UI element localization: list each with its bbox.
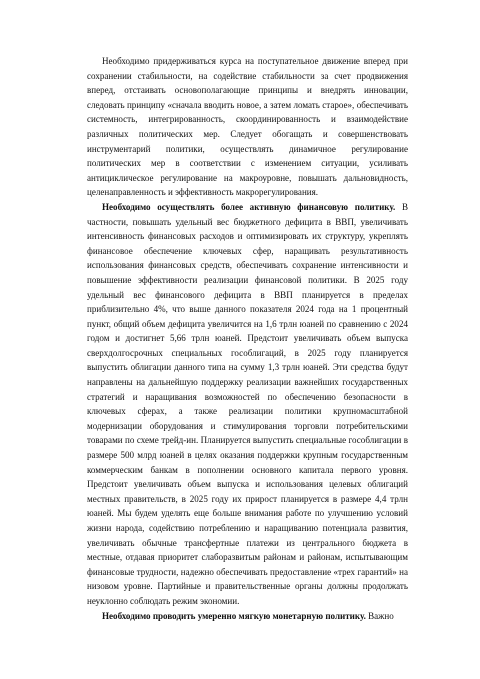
paragraph-1-text: Необходимо придерживаться курса на поступательное движение вперед при сохранении стабильности, на содействие стабильности за счет продвижения вперед, отстаивать основополагающие принципы и внедрять инновации, следовать принципу «сначала вводить новое, а затем ломать старое», обеспечивать системность, интегрированность, скоординированность и взаимодействие различных политических мер. Следует обогащать и совершенствовать инструментарий политики, осуществлять динамичное регулирование политических мер в соответствии с изменением ситуации, усиливать антициклическое регулирование на макроуровне, повышать дальновидность, целенаправленность и эффективность макрорегулирования. <box>87 56 408 198</box>
paragraph-3-text: Важно <box>365 610 394 621</box>
paragraph-2-lead: Необходимо осуществлять более активную финансовую политику. <box>102 201 396 212</box>
paragraph-2-text: В частности, повышать удельный вес бюджетного дефицита в ВВП, увеличивать интенсивность финансовых расходов и оптимизировать их структуру, укреплять финансовое обеспечение ключевых сфер, наращивать результативность использования финансовых средств, обеспечивать сохранение интенсивности и повышение эффективности реализации финансовой политики. В 2025 году удельный вес финансового дефицита в ВВП планируется в пределах приблизительно 4%, что выше данного показателя 2024 года на 1 процентный пункт, общий объем дефицита увеличится на 1,6 трлн юаней по сравнению с 2024 годом и достигнет 5,66 трлн юаней. Предстоит увеличивать объем выпуска сверхдолгосрочных специальных гособлигаций, в 2025 году планируется выпустить облигации данного типа на сумму 1,3 трлн юаней. Эти средства будут направлены на дальнейшую поддержку реализации важнейших государственных стратегий и наращивания возможностей по обеспечению безопасности в ключевых сферах, а также реализации политики крупномасштабной модернизации оборудования и стимулирования торговли потребительскими товарами по схеме трейд-ин. Планируется выпустить специальные гособлигации в размере 500 млрд юаней в целях оказания поддержки крупным государственным коммерческим банкам в пополнении основного капитала первого уровня. Предстоит увеличивать объем выпуска и использования целевых облигаций местных правительств, в 2025 году их прирост планируется в размере 4,4 трлн юаней. Мы будем уделять еще больше внимания работе по улучшению условий жизни народа, содействию потреблению и наращиванию потенциала развития, увеличивать обычные трансфертные платежи из центрального бюджета в местные, отдавая приоритет слаборазвитым районам и районам, испытывающим финансовые трудности, надежно обеспечивать предоставление «трех гарантий» на низовом уровне. Партийные и правительственные органы должны продолжать неуклонно соблюдать режим экономии. <box>87 201 409 606</box>
paragraph-2 <box>87 200 408 609</box>
paragraph-3-lead: Необходимо проводить умеренно мягкую монетарную политику. <box>102 610 366 621</box>
paragraph-3 <box>87 609 408 624</box>
paragraph-1 <box>87 54 408 200</box>
